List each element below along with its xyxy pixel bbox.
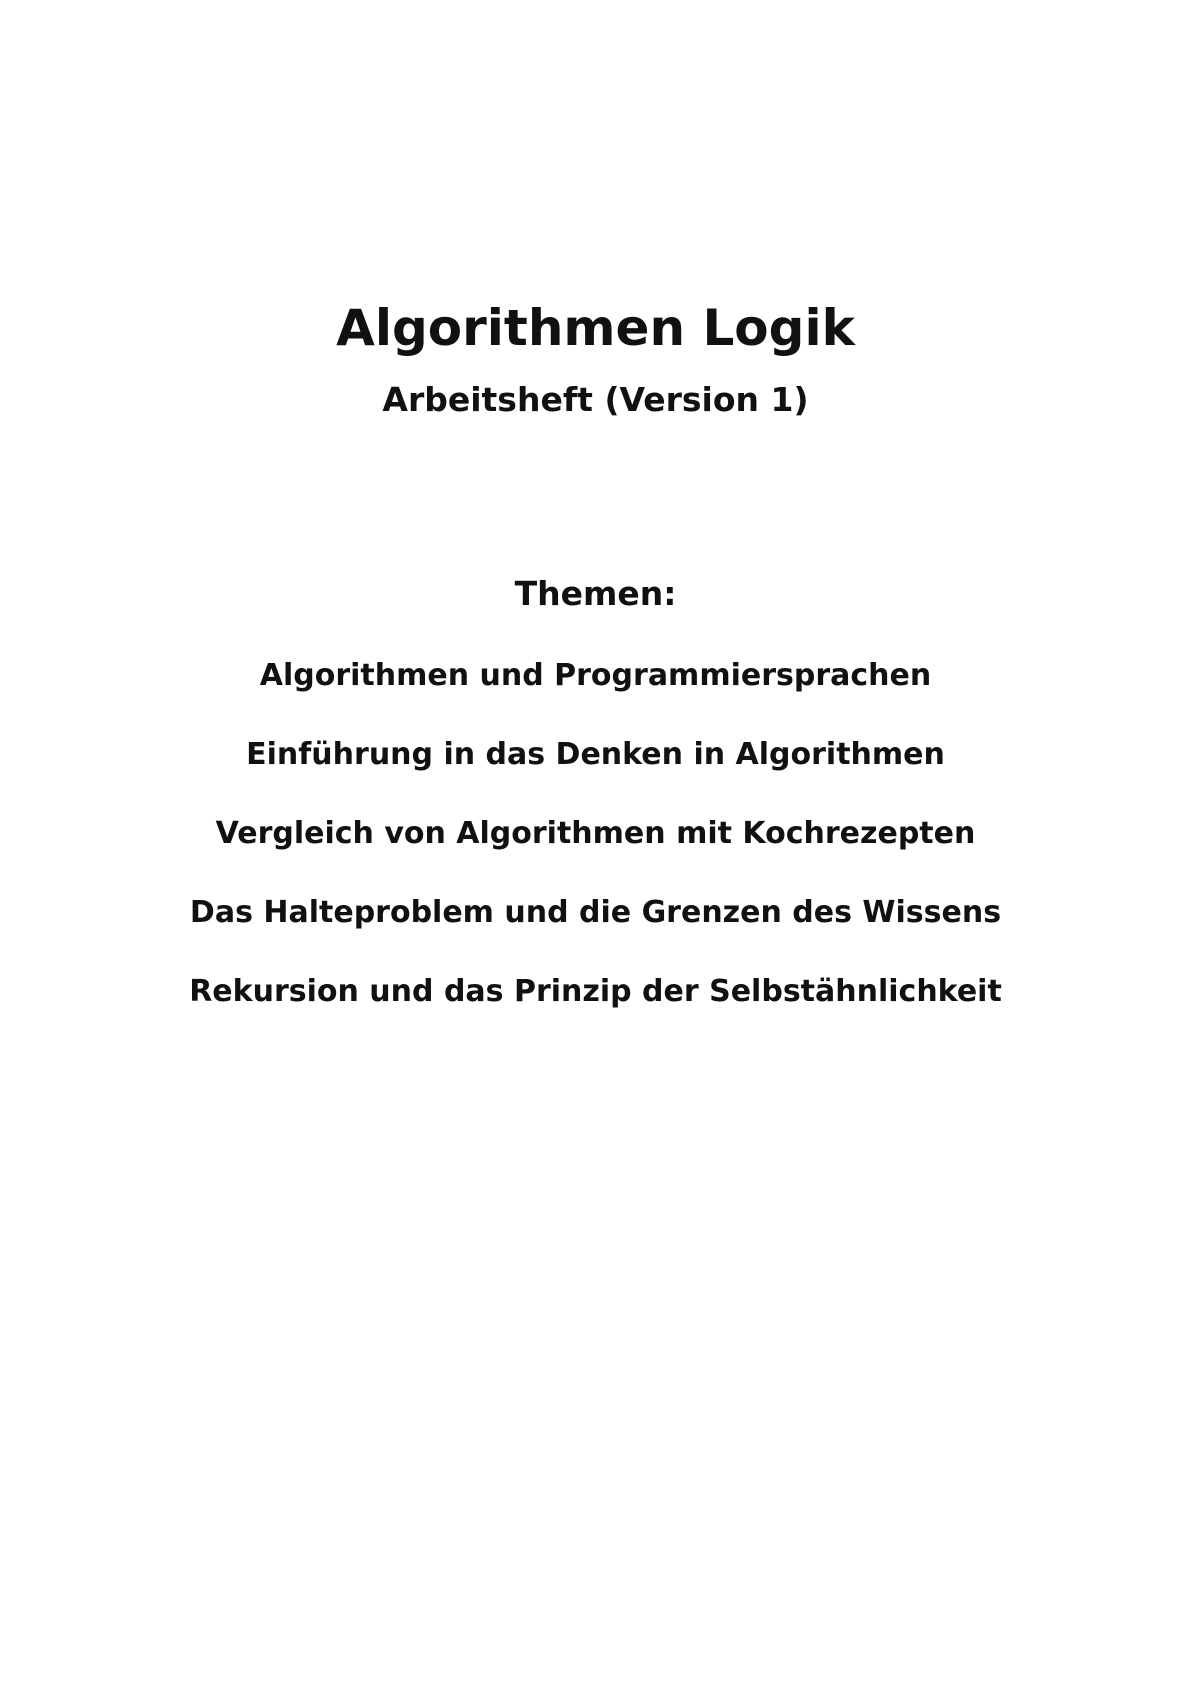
topic-item: Vergleich von Algorithmen mit Kochrezepten xyxy=(215,816,976,851)
topic-item: Rekursion und das Prinzip der Selbstähnlichkeit xyxy=(189,974,1002,1009)
topic-item: Algorithmen und Programmiersprachen xyxy=(259,658,932,693)
topics-heading: Themen: xyxy=(514,574,677,613)
document-subtitle: Arbeitsheft (Version 1) xyxy=(382,380,809,419)
document-title: Algorithmen Logik xyxy=(336,299,855,357)
topics-list xyxy=(0,656,1191,1051)
topic-item: Das Halteproblem und die Grenzen des Wissens xyxy=(189,895,1002,930)
topic-item: Einführung in das Denken in Algorithmen xyxy=(246,737,945,772)
